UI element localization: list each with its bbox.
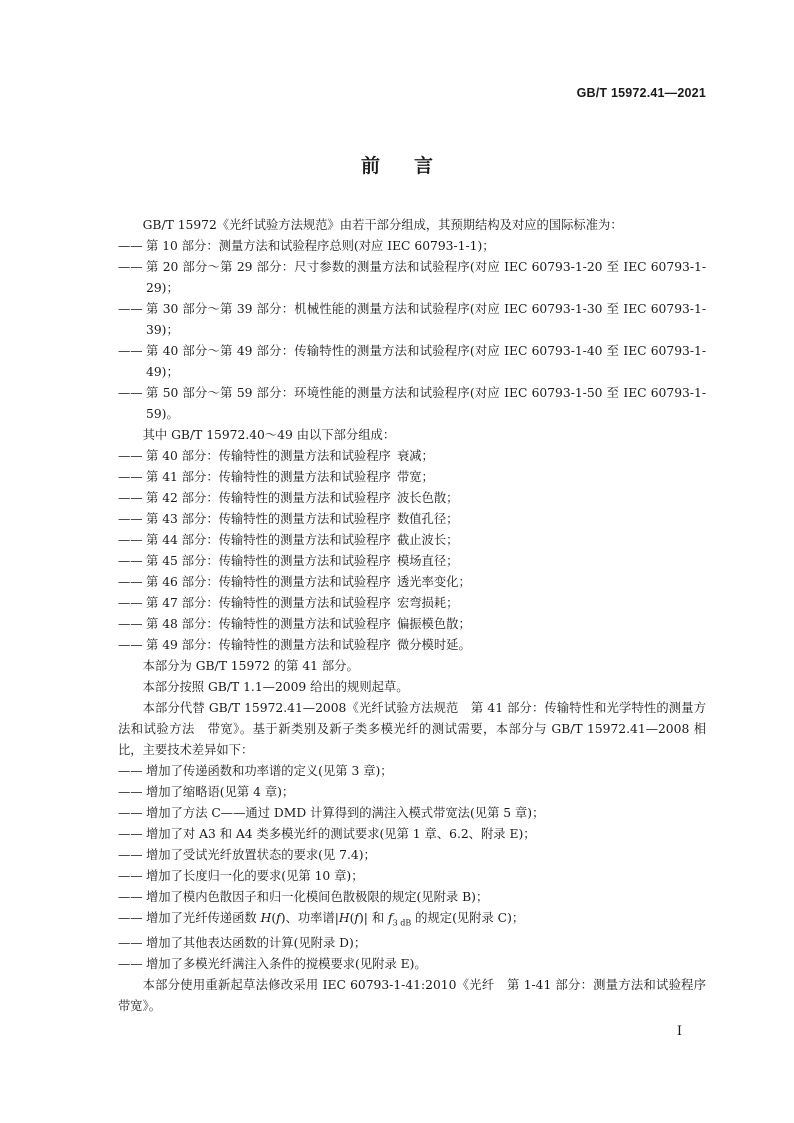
page-number: I	[676, 1024, 682, 1039]
series-item	[118, 509, 706, 530]
dash-marker: ——	[118, 806, 143, 820]
structure-item	[118, 236, 706, 257]
structure-item-text: 第 20 部分～第 29 部分：尺寸参数的测量方法和试验程序(对应 IEC 60793-1-20 至 IEC 60793-1-29)；	[146, 260, 706, 295]
dash-marker: ——	[118, 575, 143, 589]
dash-marker: ——	[118, 957, 143, 972]
dash-marker: ——	[118, 827, 143, 841]
series-item-part: 第 42 部分：传输特性的测量方法和试验程序	[146, 491, 391, 505]
standard-number: GB/T 15972.41—2021	[576, 86, 706, 100]
dash-marker: ——	[118, 638, 143, 652]
dash-marker: ——	[118, 512, 143, 526]
change-item-text: 增加了模内色散因子和归一化模间色散极限的规定(见附录 B)；	[146, 890, 489, 904]
dash-marker: ——	[118, 848, 143, 862]
dash-marker: ——	[118, 617, 143, 631]
series-item-subject: 波长色散；	[396, 491, 459, 505]
series-item-part: 第 49 部分：传输特性的测量方法和试验程序	[146, 638, 391, 652]
dash-marker: ——	[118, 764, 143, 778]
series-item-text	[146, 488, 706, 509]
series-intro: 其中 GB/T 15972.40～49 由以下部分组成：	[142, 428, 396, 442]
formula-f: f	[276, 911, 281, 925]
formula-f2: f	[354, 911, 359, 925]
structure-item	[118, 257, 706, 299]
series-item-part: 第 43 部分：传输特性的测量方法和试验程序	[146, 512, 391, 526]
series-item-subject: 透光率变化；	[396, 575, 471, 589]
formula-suffix: 的规定(见附录 C)；	[411, 911, 525, 925]
dash-marker: ——	[118, 491, 143, 505]
change-item	[118, 887, 706, 908]
change-item-text: 增加了受试光纤放置状态的要求(见 7.4)；	[146, 848, 376, 862]
series-item	[118, 446, 706, 467]
series-item-subject: 宏弯损耗；	[396, 596, 459, 610]
replacement-statement: 本部分代替 GB/T 15972.41—2008《光纤试验方法规范 第 41 部分：传输特性和光学特性的测量方法和试验方法 带宽》。基于新类别及新子类多模光纤的测试需要，本部分与 GB/T 15972.41—2008 相比，主要技术差异如下：	[118, 701, 706, 757]
series-item-subject: 衰减；	[396, 449, 434, 463]
dash-marker: ——	[118, 344, 143, 358]
formula-mid: 、功率谱	[285, 911, 335, 925]
series-item-part: 第 40 部分：传输特性的测量方法和试验程序	[146, 449, 391, 463]
series-item-part: 第 47 部分：传输特性的测量方法和试验程序	[146, 596, 391, 610]
dash-marker: ——	[118, 936, 143, 951]
dash-marker: ——	[118, 533, 143, 547]
series-item	[118, 593, 706, 614]
series-item-part: 第 48 部分：传输特性的测量方法和试验程序	[146, 617, 391, 631]
formula-and: 和	[367, 911, 389, 925]
formula-prefix: 增加了光纤传递函数	[146, 911, 261, 925]
series-item-text	[146, 467, 706, 488]
change-item-text: 增加了缩略语(见第 4 章)；	[146, 785, 295, 799]
series-item-text	[146, 509, 706, 530]
change-item-formula	[118, 908, 706, 933]
dash-marker: ——	[118, 386, 143, 400]
formula-h: H	[260, 911, 272, 925]
series-list	[118, 446, 706, 656]
dash-marker: ——	[118, 470, 143, 484]
series-item	[118, 467, 706, 488]
series-item	[118, 530, 706, 551]
change-item-text: 增加了光纤传递函数 H(f)、功率谱|H(f)| 和 $f_{3 dB}$ 的规定(见附录 C)；	[146, 911, 525, 928]
series-item	[118, 614, 706, 635]
series-item-text	[146, 572, 706, 593]
structure-list	[118, 236, 706, 425]
series-item	[118, 551, 706, 572]
structure-item-text: 第 40 部分～第 49 部分：传输特性的测量方法和试验程序(对应 IEC 60793-1-40 至 IEC 60793-1-49)；	[146, 344, 706, 379]
series-item-text	[146, 614, 706, 635]
change-item	[118, 845, 706, 866]
dash-marker: ——	[118, 911, 143, 925]
series-item-subject: 截止波长；	[396, 533, 459, 547]
structure-item	[118, 383, 706, 425]
series-item	[118, 488, 706, 509]
series-item-subject: 微分模时延。	[396, 638, 471, 652]
change-item	[118, 933, 706, 954]
series-item-part: 第 44 部分：传输特性的测量方法和试验程序	[146, 533, 391, 547]
series-item-part: 第 41 部分：传输特性的测量方法和试验程序	[146, 470, 391, 484]
structure-item-text: 第 10 部分：测量方法和试验程序总则(对应 IEC 60793-1-1)；	[146, 239, 495, 253]
structure-item-text: 第 30 部分～第 39 部分：机械性能的测量方法和试验程序(对应 IEC 60793-1-30 至 IEC 60793-1-39)；	[146, 302, 706, 337]
series-item-text	[146, 593, 706, 614]
series-item-subject: 偏振模色散；	[396, 617, 471, 631]
series-item-part: 第 45 部分：传输特性的测量方法和试验程序	[146, 554, 391, 568]
series-item-text	[146, 530, 706, 551]
change-item-text: 增加了多模光纤满注入条件的搅模要求(见附录 E)。	[146, 957, 427, 972]
dash-marker: ——	[118, 239, 143, 253]
change-item	[118, 782, 706, 803]
series-item-subject: 模场直径；	[396, 554, 459, 568]
formula-3db: 3 dB	[392, 918, 412, 928]
change-item	[118, 954, 706, 975]
part-statement: 本部分为 GB/T 15972 的第 41 部分。	[142, 659, 359, 673]
structure-item	[118, 341, 706, 383]
dash-marker: ——	[118, 449, 143, 463]
series-item-text	[146, 551, 706, 572]
dash-marker: ——	[118, 302, 143, 316]
dash-marker: ——	[118, 596, 143, 610]
preface-body	[118, 215, 719, 1017]
adoption-statement: 本部分使用重新起草法修改采用 IEC 60793-1-41:2010《光纤 第 1-41 部分：测量方法和试验程序 带宽》。	[118, 978, 719, 1014]
series-item-subject: 带宽；	[396, 470, 434, 484]
formula-h2: H	[338, 911, 350, 925]
series-item-subject: 数值孔径；	[396, 512, 459, 526]
change-item-text: 增加了其他表达函数的计算(见附录 D)；	[146, 936, 367, 951]
change-item-text: 增加了方法 C——通过 DMD 计算得到的满注入模式带宽法(见第 5 章)；	[146, 806, 545, 820]
intro-paragraph: GB/T 15972《光纤试验方法规范》由若干部分组成，其预期结构及对应的国际标准为：	[142, 218, 623, 232]
series-item	[118, 572, 706, 593]
dash-marker: ——	[118, 554, 143, 568]
dash-marker: ——	[118, 890, 143, 904]
dash-marker: ——	[118, 260, 143, 274]
change-item	[118, 803, 706, 824]
change-item-text: 增加了传递函数和功率谱的定义(见第 3 章)；	[146, 764, 393, 778]
structure-item	[118, 299, 706, 341]
change-item	[118, 761, 706, 782]
series-item	[118, 635, 706, 656]
change-item-text: 增加了长度归一化的要求(见第 10 章)；	[146, 869, 364, 883]
series-item-text	[146, 635, 706, 656]
dash-marker: ——	[118, 869, 143, 883]
change-item	[118, 824, 706, 845]
series-item-text	[146, 446, 706, 467]
page-title: 前言	[360, 155, 467, 177]
series-item-part: 第 46 部分：传输特性的测量方法和试验程序	[146, 575, 391, 589]
changes-list	[118, 761, 706, 975]
change-item	[118, 866, 706, 887]
structure-item-text: 第 50 部分～第 59 部分：环境性能的测量方法和试验程序(对应 IEC 60793-1-50 至 IEC 60793-1-59)。	[146, 386, 706, 421]
dash-marker: ——	[118, 785, 143, 799]
drafting-rules: 本部分按照 GB/T 1.1—2009 给出的规则起草。	[142, 680, 409, 694]
change-item-text: 增加了对 A3 和 A4 类多模光纤的测试要求(见第 1 章、6.2、附录 E)；	[146, 827, 536, 841]
formula-f3: f	[388, 911, 393, 925]
